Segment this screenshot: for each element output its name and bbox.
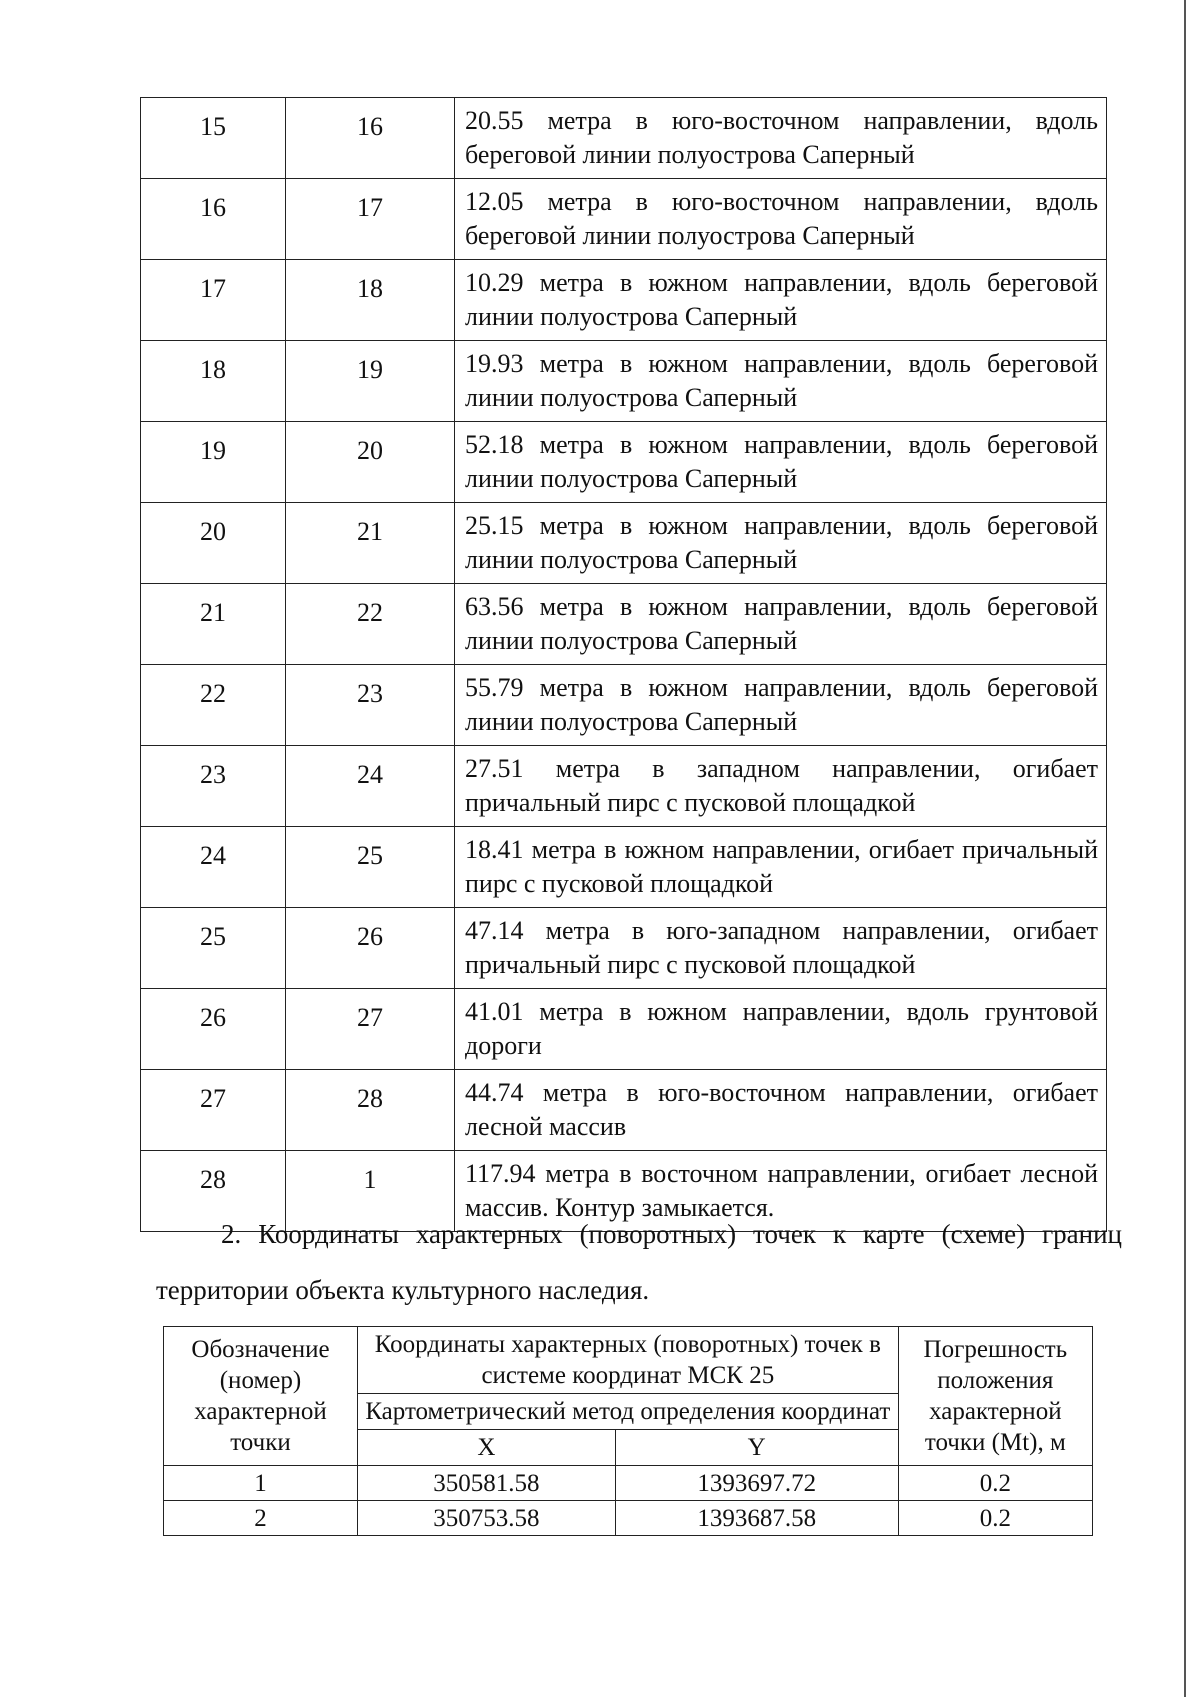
segment-to-point: 23 bbox=[286, 665, 455, 746]
table-row bbox=[141, 746, 1107, 827]
segment-description: 41.01 метра в южном направлении, вдоль грунтовой дороги bbox=[455, 989, 1107, 1070]
segment-from-point: 20 bbox=[141, 503, 286, 584]
segment-from-point: 24 bbox=[141, 827, 286, 908]
segment-from-point: 17 bbox=[141, 260, 286, 341]
segment-description: 18.41 метра в южном направлении, огибает причальный пирс с пусковой площадкой bbox=[455, 827, 1107, 908]
header-method: Картометрический метод определения координат bbox=[357, 1394, 898, 1430]
segment-description: 12.05 метра в юго-восточном направлении, вдоль береговой линии полуострова Саперный bbox=[455, 179, 1107, 260]
table-row bbox=[141, 1070, 1107, 1151]
segment-from-point: 16 bbox=[141, 179, 286, 260]
segment-from-point: 27 bbox=[141, 1070, 286, 1151]
segment-to-point: 18 bbox=[286, 260, 455, 341]
segment-to-point: 21 bbox=[286, 503, 455, 584]
header-y: Y bbox=[615, 1430, 898, 1466]
segment-description: 117.94 метра в восточном направлении, огибает лесной массив. Контур замыкается. bbox=[455, 1151, 1107, 1232]
table-row bbox=[141, 908, 1107, 989]
table-row bbox=[164, 1466, 1093, 1501]
page-edge-line bbox=[1184, 0, 1186, 1697]
table-row bbox=[164, 1501, 1093, 1536]
segment-description: 19.93 метра в южном направлении, вдоль береговой линии полуострова Саперный bbox=[455, 341, 1107, 422]
segment-description: 52.18 метра в южном направлении, вдоль береговой линии полуострова Саперный bbox=[455, 422, 1107, 503]
segment-from-point: 19 bbox=[141, 422, 286, 503]
segment-description: 25.15 метра в южном направлении, вдоль береговой линии полуострова Саперный bbox=[455, 503, 1107, 584]
segment-from-point: 22 bbox=[141, 665, 286, 746]
coord-x: 350753.58 bbox=[357, 1501, 615, 1536]
segment-description: 20.55 метра в юго-восточном направлении, вдоль береговой линии полуострова Саперный bbox=[455, 98, 1107, 179]
segment-description: 47.14 метра в юго-западном направлении, огибает причальный пирс с пусковой площадкой bbox=[455, 908, 1107, 989]
table-row bbox=[141, 341, 1107, 422]
header-coordinates: Координаты характерных (поворотных) точек в системе координат МСК 25 bbox=[357, 1327, 898, 1394]
segment-to-point: 25 bbox=[286, 827, 455, 908]
segment-to-point: 26 bbox=[286, 908, 455, 989]
header-x: X bbox=[357, 1430, 615, 1466]
coordinates-table-body bbox=[164, 1466, 1093, 1536]
segment-to-point: 22 bbox=[286, 584, 455, 665]
segment-to-point: 17 bbox=[286, 179, 455, 260]
coord-x: 350581.58 bbox=[357, 1466, 615, 1501]
table-row bbox=[141, 989, 1107, 1070]
header-point-label: Обозначение (номер) характерной точки bbox=[164, 1327, 358, 1466]
segment-to-point: 20 bbox=[286, 422, 455, 503]
table-row bbox=[141, 179, 1107, 260]
table-row bbox=[141, 503, 1107, 584]
header-error: Погрешность положения характерной точки (Mt), м bbox=[898, 1327, 1092, 1466]
segment-from-point: 25 bbox=[141, 908, 286, 989]
boundary-segments-body bbox=[141, 98, 1107, 1232]
segment-description: 27.51 метра в западном направлении, огибает причальный пирс с пусковой площадкой bbox=[455, 746, 1107, 827]
coordinates-table-header bbox=[164, 1327, 1093, 1466]
segment-to-point: 19 bbox=[286, 341, 455, 422]
table-row bbox=[141, 260, 1107, 341]
table-row bbox=[141, 98, 1107, 179]
coord-y: 1393687.58 bbox=[615, 1501, 898, 1536]
segment-to-point: 1 bbox=[286, 1151, 455, 1232]
header-row bbox=[164, 1327, 1093, 1394]
coordinates-table bbox=[163, 1326, 1093, 1536]
segment-to-point: 16 bbox=[286, 98, 455, 179]
coord-error: 0.2 bbox=[898, 1501, 1092, 1536]
table-row bbox=[141, 584, 1107, 665]
segment-to-point: 24 bbox=[286, 746, 455, 827]
segment-from-point: 28 bbox=[141, 1151, 286, 1232]
table-row bbox=[141, 827, 1107, 908]
segment-from-point: 21 bbox=[141, 584, 286, 665]
table-row bbox=[141, 422, 1107, 503]
segment-from-point: 26 bbox=[141, 989, 286, 1070]
segment-from-point: 23 bbox=[141, 746, 286, 827]
table-row bbox=[141, 665, 1107, 746]
coord-y: 1393697.72 bbox=[615, 1466, 898, 1501]
segment-description: 10.29 метра в южном направлении, вдоль береговой линии полуострова Саперный bbox=[455, 260, 1107, 341]
point-number: 1 bbox=[164, 1466, 358, 1501]
point-number: 2 bbox=[164, 1501, 358, 1536]
coord-error: 0.2 bbox=[898, 1466, 1092, 1501]
section-2-paragraph: 2. Координаты характерных (поворотных) точек к карте (схеме) границ территории объекта культурного наследия. bbox=[156, 1219, 1122, 1305]
segment-to-point: 27 bbox=[286, 989, 455, 1070]
segment-to-point: 28 bbox=[286, 1070, 455, 1151]
boundary-segments-table bbox=[140, 97, 1107, 1232]
segment-from-point: 15 bbox=[141, 98, 286, 179]
segment-description: 63.56 метра в южном направлении, вдоль береговой линии полуострова Саперный bbox=[455, 584, 1107, 665]
segment-description: 44.74 метра в юго-восточном направлении, огибает лесной массив bbox=[455, 1070, 1107, 1151]
segment-from-point: 18 bbox=[141, 341, 286, 422]
segment-description: 55.79 метра в южном направлении, вдоль береговой линии полуострова Саперный bbox=[455, 665, 1107, 746]
